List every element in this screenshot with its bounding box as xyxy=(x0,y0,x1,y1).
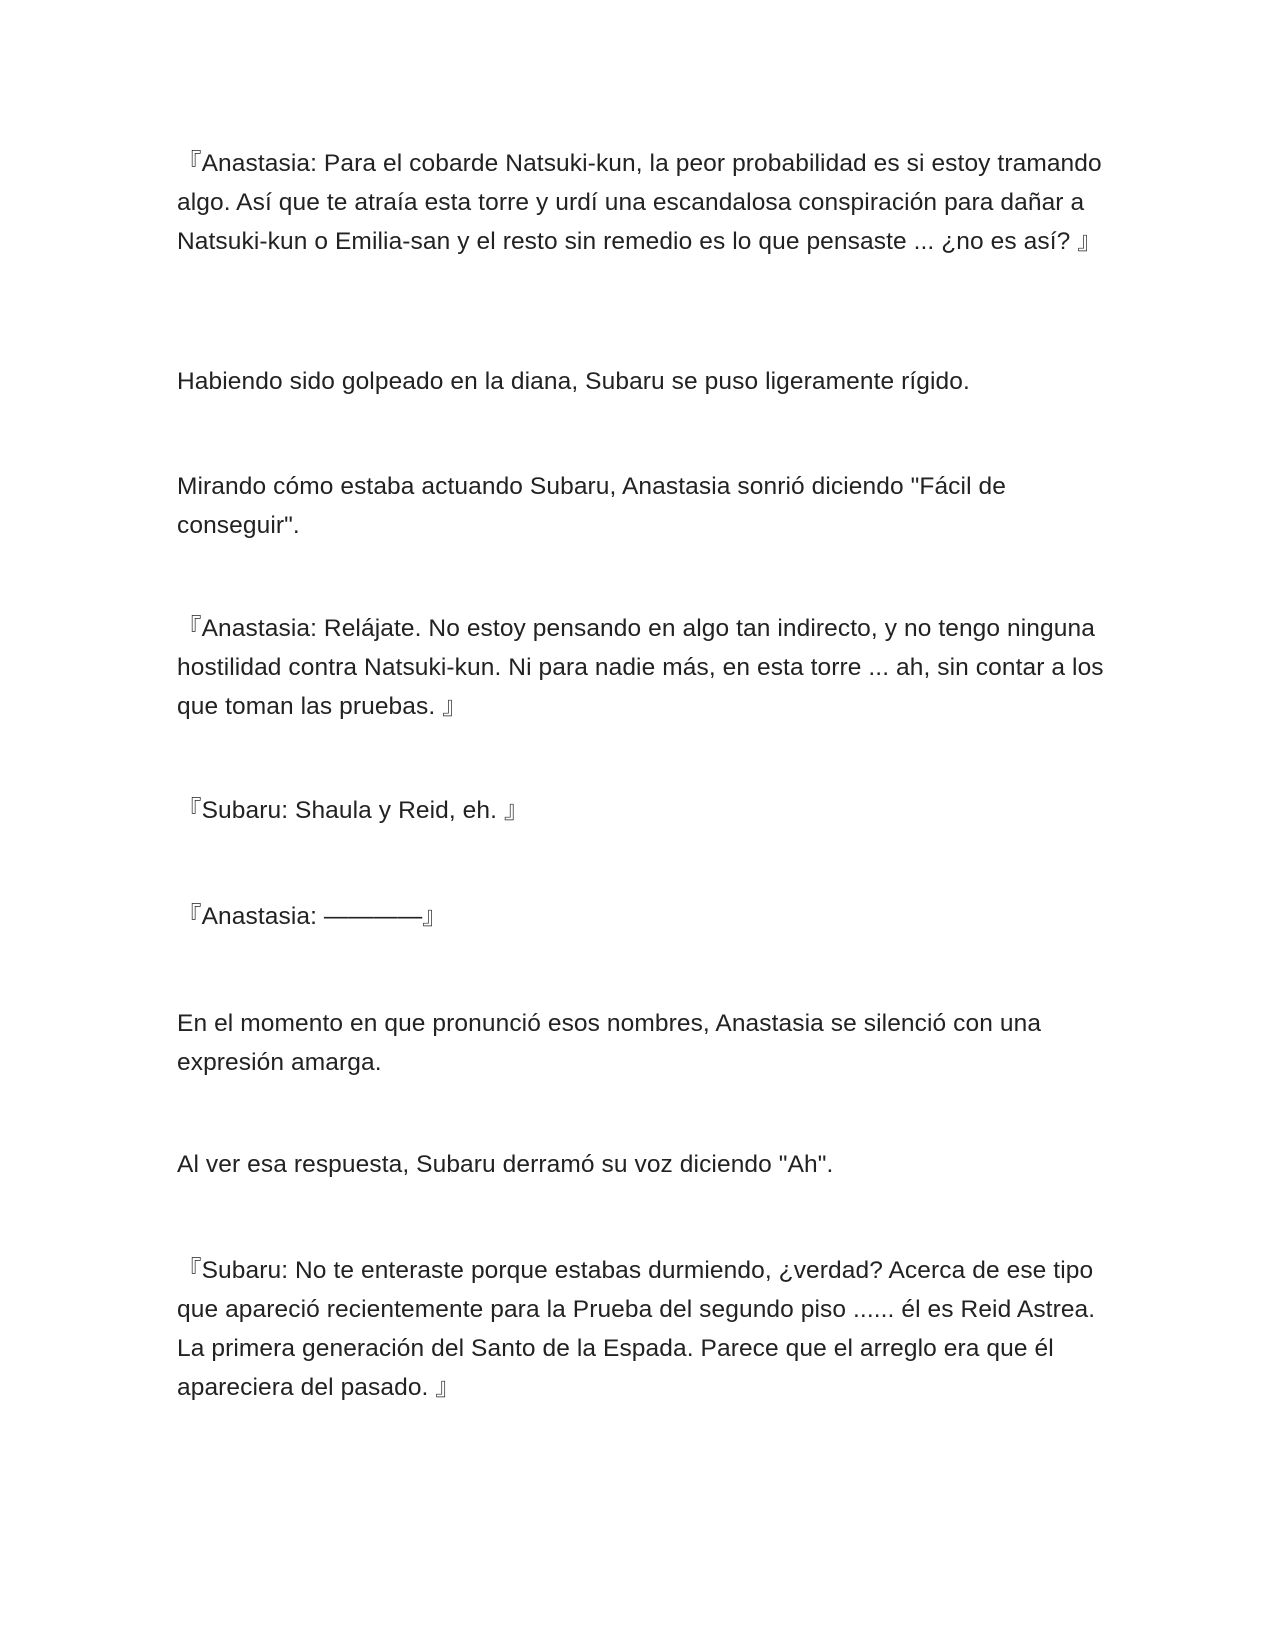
paragraph-narration-4: Al ver esa respuesta, Subaru derramó su voz diciendo "Ah". xyxy=(177,1151,834,1178)
paragraph-narration-2: Mirando cómo estaba actuando Subaru, Anastasia sonrió diciendo "Fácil de conseguir". xyxy=(177,473,1013,539)
paragraph-subaru-dialogue-2: 『Subaru: No te enteraste porque estabas durmiendo, ¿verdad? Acerca de ese tipo que apareció recientemente para la Prueba del segundo piso ...... él es Reid Astrea. La primera generación del Santo de la Espada. Parece que el arreglo era que él apareciera del pasado. 』 xyxy=(177,1257,1103,1401)
paragraph-anastasia-dialogue-1: 『Anastasia: Para el cobarde Natsuki-kun, la peor probabilidad es si estoy tramando algo. Así que te atraía esta torre y urdí una escandalosa conspiración para dañar a Natsuki-kun o Emilia-san y el resto sin remedio es lo que pensaste ... ¿no es así? 』 xyxy=(177,150,1109,255)
paragraph-anastasia-dialogue-3: 『Anastasia: ————』 xyxy=(177,903,447,930)
paragraph-subaru-dialogue-1: 『Subaru: Shaula y Reid, eh. 』 xyxy=(177,797,529,824)
paragraph-anastasia-dialogue-2: 『Anastasia: Relájate. No estoy pensando en algo tan indirecto, y no tengo ninguna hostilidad contra Natsuki-kun. Ni para nadie más, en esta torre ... ah, sin contar a los que toman las pruebas. 』 xyxy=(177,615,1111,720)
paragraph-narration-1: Habiendo sido golpeado en la diana, Subaru se puso ligeramente rígido. xyxy=(177,368,970,395)
paragraph-narration-3: En el momento en que pronunció esos nombres, Anastasia se silenció con una expresión amarga. xyxy=(177,1010,1048,1076)
